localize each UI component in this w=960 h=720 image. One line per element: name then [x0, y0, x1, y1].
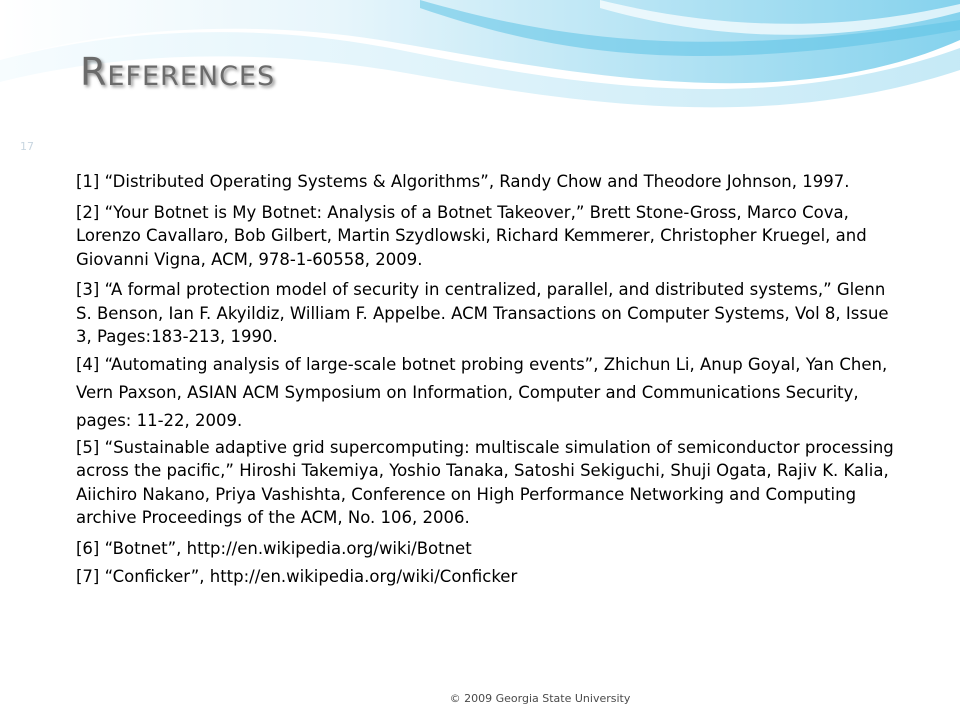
- reference-item: [6] “Botnet”, http://en.wikipedia.org/wiki/Botnet: [76, 538, 472, 558]
- copyright-footer: © 2009 Georgia State University: [449, 692, 631, 705]
- reference-list: [76, 170, 906, 596]
- reference-item: [5] “Sustainable adaptive grid supercomputing: multiscale simulation of semiconductor processing across the pacific,” Hiroshi Takemiya, Yoshio Tanaka, Satoshi Sekiguchi, Shuji Ogata, Rajiv K. Kalia, Aiichiro Nakano, Priya Vashishta, Conference on High Performance Networking and Computing archive Proceedings of the ACM, No. 106, 2006.: [76, 437, 894, 527]
- slide-number: 17: [20, 140, 34, 153]
- reference-item: [3] “A formal protection model of security in centralized, parallel, and distributed systems,” Glenn S. Benson, Ian F. Akyildiz, William F. Appelbe. ACM Transactions on Computer Systems, Vol 8, Issue 3, Pages:183-213, 1990.: [76, 280, 889, 346]
- slide-title: References: [80, 50, 276, 94]
- reference-item: [1] “Distributed Operating Systems & Algorithms”, Randy Chow and Theodore Johnson, 1997.: [76, 172, 850, 191]
- reference-item: [2] “Your Botnet is My Botnet: Analysis of a Botnet Takeover,” Brett Stone-Gross, Marco Cova, Lorenzo Cavallaro, Bob Gilbert, Martin Szydlowski, Richard Kemmerer, Christopher Kruegel, and Giovanni Vigna, ACM, 978-1-60558, 2009.: [76, 202, 867, 269]
- reference-item: [7] “Conficker”, http://en.wikipedia.org/wiki/Conficker: [76, 567, 518, 586]
- reference-item: [4] “Automating analysis of large-scale botnet probing events”, Zhichun Li, Anup Goyal, Yan Chen, Vern Paxson, ASIAN ACM Symposium on Information, Computer and Communications Security, pages: 11-22, 2009.: [76, 354, 888, 430]
